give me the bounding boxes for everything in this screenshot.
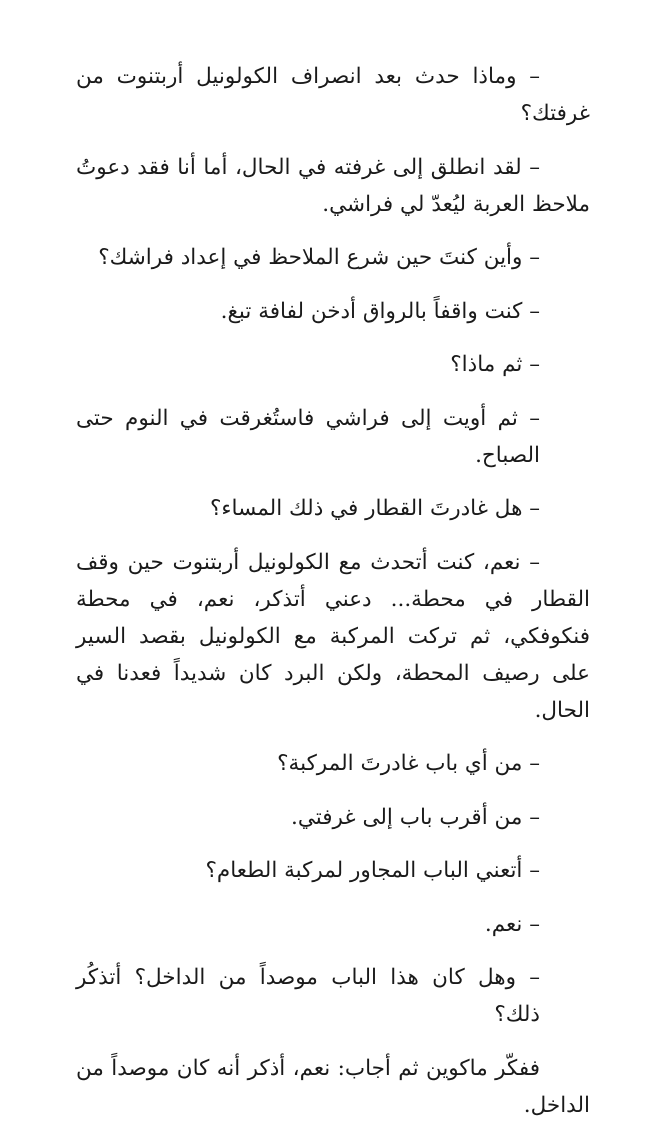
paragraph-3: – وأين كنتَ حين شرع الملاحظ في إعداد فراشك؟ [98, 245, 540, 270]
paragraph-7: – هل غادرتَ القطار في ذلك المساء؟ [210, 496, 540, 521]
paragraph-12: – نعم. [484, 911, 540, 937]
paragraph-14: ففكّر ماكوين ثم أجاب: نعم، أذكر أنه كان موصداً من الداخل. [76, 1055, 590, 1118]
paragraph-1: – وماذا حدث بعد انصراف الكولونيل أربتنوت من غرفتك؟ [76, 64, 590, 126]
paragraph-11: – أتعني الباب المجاور لمركبة الطعام؟ [205, 858, 540, 883]
paragraph-6: – ثم أويت إلى فراشي فاستُغرقت في النوم حتى الصباح. [76, 405, 540, 468]
paragraph-4: – كنت واقفاً بالرواق أدخن لفافة تبغ. [220, 298, 540, 324]
paragraph-10: – من أقرب باب إلى غرفتي. [290, 804, 540, 830]
paragraph-9: – من أي باب غادرتَ المركبة؟ [277, 751, 540, 776]
paragraph-2: – لقد انطلق إلى غرفته في الحال، أما أنا فقد دعوتُ ملاحظ العربة ليُعدّ لي فراشي. [76, 154, 590, 217]
paragraph-5: – ثم ماذا؟ [450, 352, 540, 377]
paragraph-13: – وهل كان هذا الباب موصداً من الداخل؟ أتذكُر ذلك؟ [76, 965, 540, 1027]
book-page [76, 58, 590, 1140]
paragraph-8: – نعم، كنت أتحدث مع الكولونيل أربتنوت حين وقف القطار في محطة... دعني أتذكر، نعم، في محطة فنكوفكي، ثم تركت المركبة مع الكولونيل بقصد السير على رصيف المحطة، ولكن البرد كان شديداً فعدنا في الحال. [76, 549, 590, 723]
